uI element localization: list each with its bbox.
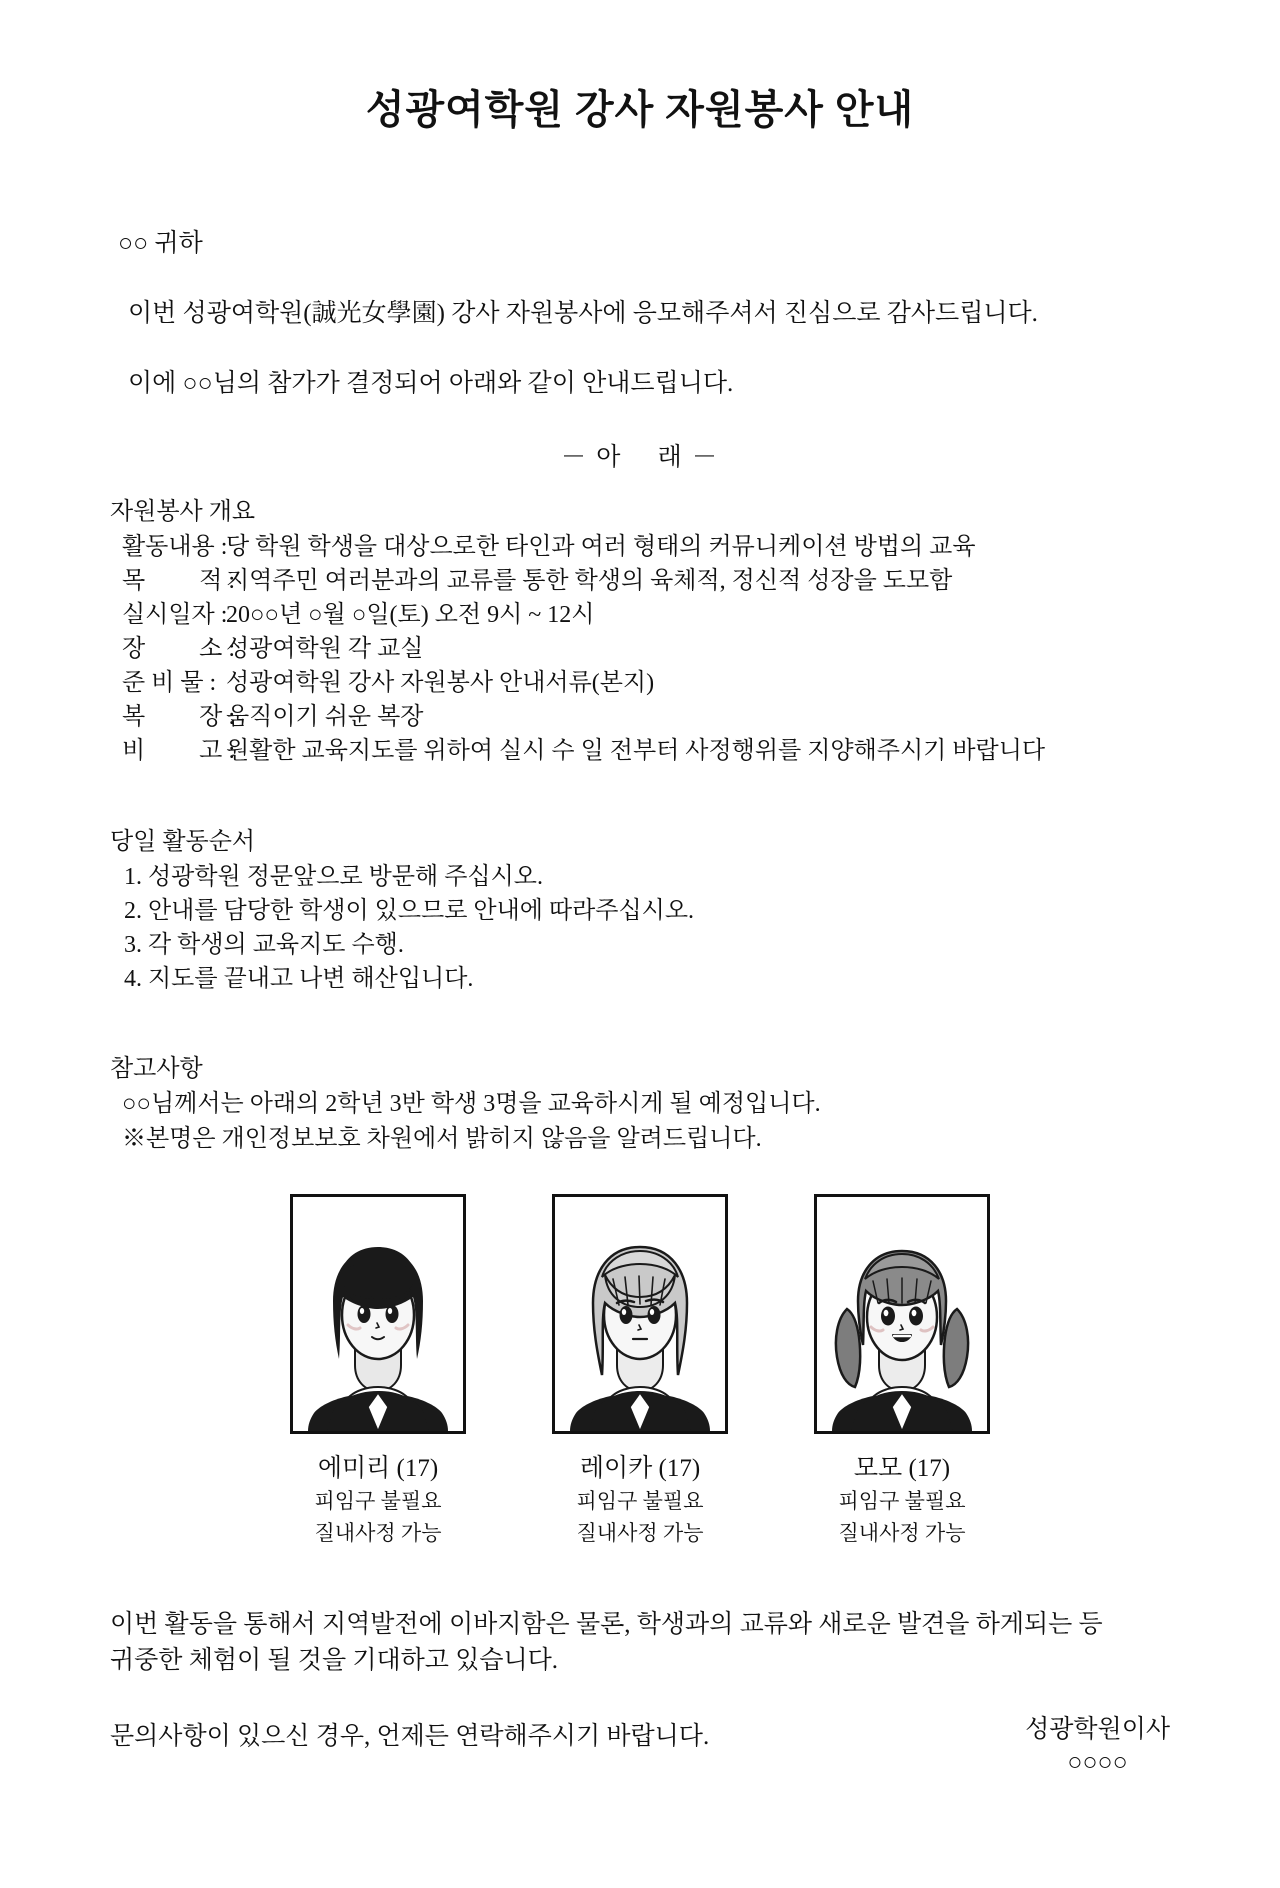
overview-row-value: 20○○년 ○월 ○일(토) 오전 9시 ~ 12시 bbox=[226, 602, 595, 629]
overview-row bbox=[122, 700, 1170, 734]
overview-heading: 자원봉사 개요 bbox=[110, 499, 256, 525]
notes-section bbox=[110, 1048, 1170, 1157]
notes-line: ※본명은 개인정보보호 차원에서 밝히지 않음을 알려드립니다. bbox=[122, 1125, 762, 1152]
signature-org: 성광학원이사 bbox=[1025, 1715, 1170, 1743]
overview-row bbox=[122, 666, 1170, 700]
overview-row-key: 복 장 : bbox=[122, 704, 236, 731]
student-detail: 피임구 불필요 bbox=[314, 1489, 442, 1514]
document-page bbox=[0, 78, 1280, 1888]
student-profile bbox=[285, 1194, 471, 1547]
overview-row-key: 활동내용 : bbox=[122, 534, 228, 560]
overview-list bbox=[110, 530, 1170, 769]
closing-paragraph bbox=[110, 1607, 1170, 1680]
student-portrait-twin-tails bbox=[814, 1194, 990, 1434]
schedule-item: 1. 성광학원 정문앞으로 방문해 주십시오. bbox=[124, 863, 543, 890]
salutation: ○○ 귀하 bbox=[118, 230, 203, 257]
student-portrait-long-dark-hair bbox=[290, 1194, 466, 1434]
student-profiles bbox=[110, 1194, 1170, 1547]
overview-row-value: 지역주민 여러분과의 교류를 통한 학생의 육체적, 정신적 성장을 도모함 bbox=[226, 568, 953, 595]
overview-row-value: 당 학원 학생을 대상으로한 타인과 여러 형태의 커뮤니케이션 방법의 교육 bbox=[226, 534, 976, 560]
student-portrait-light-wavy-hair bbox=[552, 1194, 728, 1434]
student-detail: 피임구 불필요 bbox=[576, 1489, 704, 1514]
overview-row bbox=[122, 734, 1170, 768]
student-detail: 질내사정 가능 bbox=[576, 1520, 704, 1545]
overview-section bbox=[110, 491, 1170, 769]
overview-row-key: 비 고 : bbox=[122, 738, 236, 765]
student-name: 모모 (17) bbox=[853, 1455, 951, 1483]
signature-name: ○○○○ bbox=[1067, 1749, 1128, 1777]
notes-line: ○○님께서는 아래의 2학년 3반 학생 3명을 교육하시게 될 예정입니다. bbox=[122, 1090, 821, 1117]
overview-row-key: 장 소 : bbox=[122, 636, 236, 663]
notes-heading: 참고사항 bbox=[110, 1055, 203, 1082]
intro-paragraph-2: 이에 ○○님의 참가가 결정되어 아래와 같이 안내드립니다. bbox=[128, 370, 734, 397]
student-detail: 질내사정 가능 bbox=[838, 1520, 966, 1545]
overview-row bbox=[122, 564, 1170, 598]
overview-row-value: 움직이기 쉬운 복장 bbox=[226, 704, 424, 731]
student-profile bbox=[809, 1194, 995, 1547]
overview-row bbox=[122, 632, 1170, 666]
overview-row bbox=[122, 598, 1170, 632]
student-name: 에미리 (17) bbox=[317, 1455, 439, 1483]
student-profile bbox=[547, 1194, 733, 1547]
page-title: 성광여학원 강사 자원봉사 안내 bbox=[365, 87, 915, 132]
schedule-item: 2. 안내를 담당한 학생이 있으므로 안내에 따라주십시오. bbox=[124, 897, 695, 924]
closing-line-2: 귀중한 체험이 될 것을 기대하고 있습니다. bbox=[110, 1647, 559, 1675]
overview-row-key: 준 비 물 : bbox=[122, 670, 217, 697]
intro-paragraph-1: 이번 성광여학원(誠光女學園) 강사 자원봉사에 응모해주셔서 진심으로 감사드립니다. bbox=[128, 300, 1038, 327]
below-marker: － 아 래 － bbox=[560, 444, 720, 471]
student-detail: 피임구 불필요 bbox=[838, 1489, 966, 1514]
signature-block bbox=[1025, 1713, 1170, 1781]
closing-line-1: 이번 활동을 통해서 지역발전에 이바지함은 물론, 학생과의 교류와 새로운 발견을 하게되는 등 bbox=[110, 1611, 1103, 1639]
schedule-item: 4. 지도를 끝내고 나변 해산입니다. bbox=[124, 965, 474, 992]
overview-row-value: 성광여학원 강사 자원봉사 안내서류(본지) bbox=[226, 670, 655, 697]
schedule-heading: 당일 활동순서 bbox=[110, 828, 256, 855]
schedule-section bbox=[110, 821, 1170, 996]
overview-row-key: 목 적 : bbox=[122, 568, 236, 595]
contact-paragraph: 문의사항이 있으신 경우, 언제든 연락해주시기 바랍니다. bbox=[110, 1722, 710, 1750]
overview-row bbox=[122, 530, 1170, 564]
schedule-list bbox=[110, 860, 1170, 996]
student-detail: 질내사정 가능 bbox=[314, 1520, 442, 1545]
schedule-item: 3. 각 학생의 교육지도 수행. bbox=[124, 931, 404, 958]
overview-row-value: 원활한 교육지도를 위하여 실시 수 일 전부터 사정행위를 지양해주시기 바랍니다 bbox=[226, 738, 1046, 765]
student-name: 레이카 (17) bbox=[579, 1455, 701, 1483]
overview-row-value: 성광여학원 각 교실 bbox=[226, 636, 424, 663]
overview-row-key: 실시일자 : bbox=[122, 602, 228, 629]
